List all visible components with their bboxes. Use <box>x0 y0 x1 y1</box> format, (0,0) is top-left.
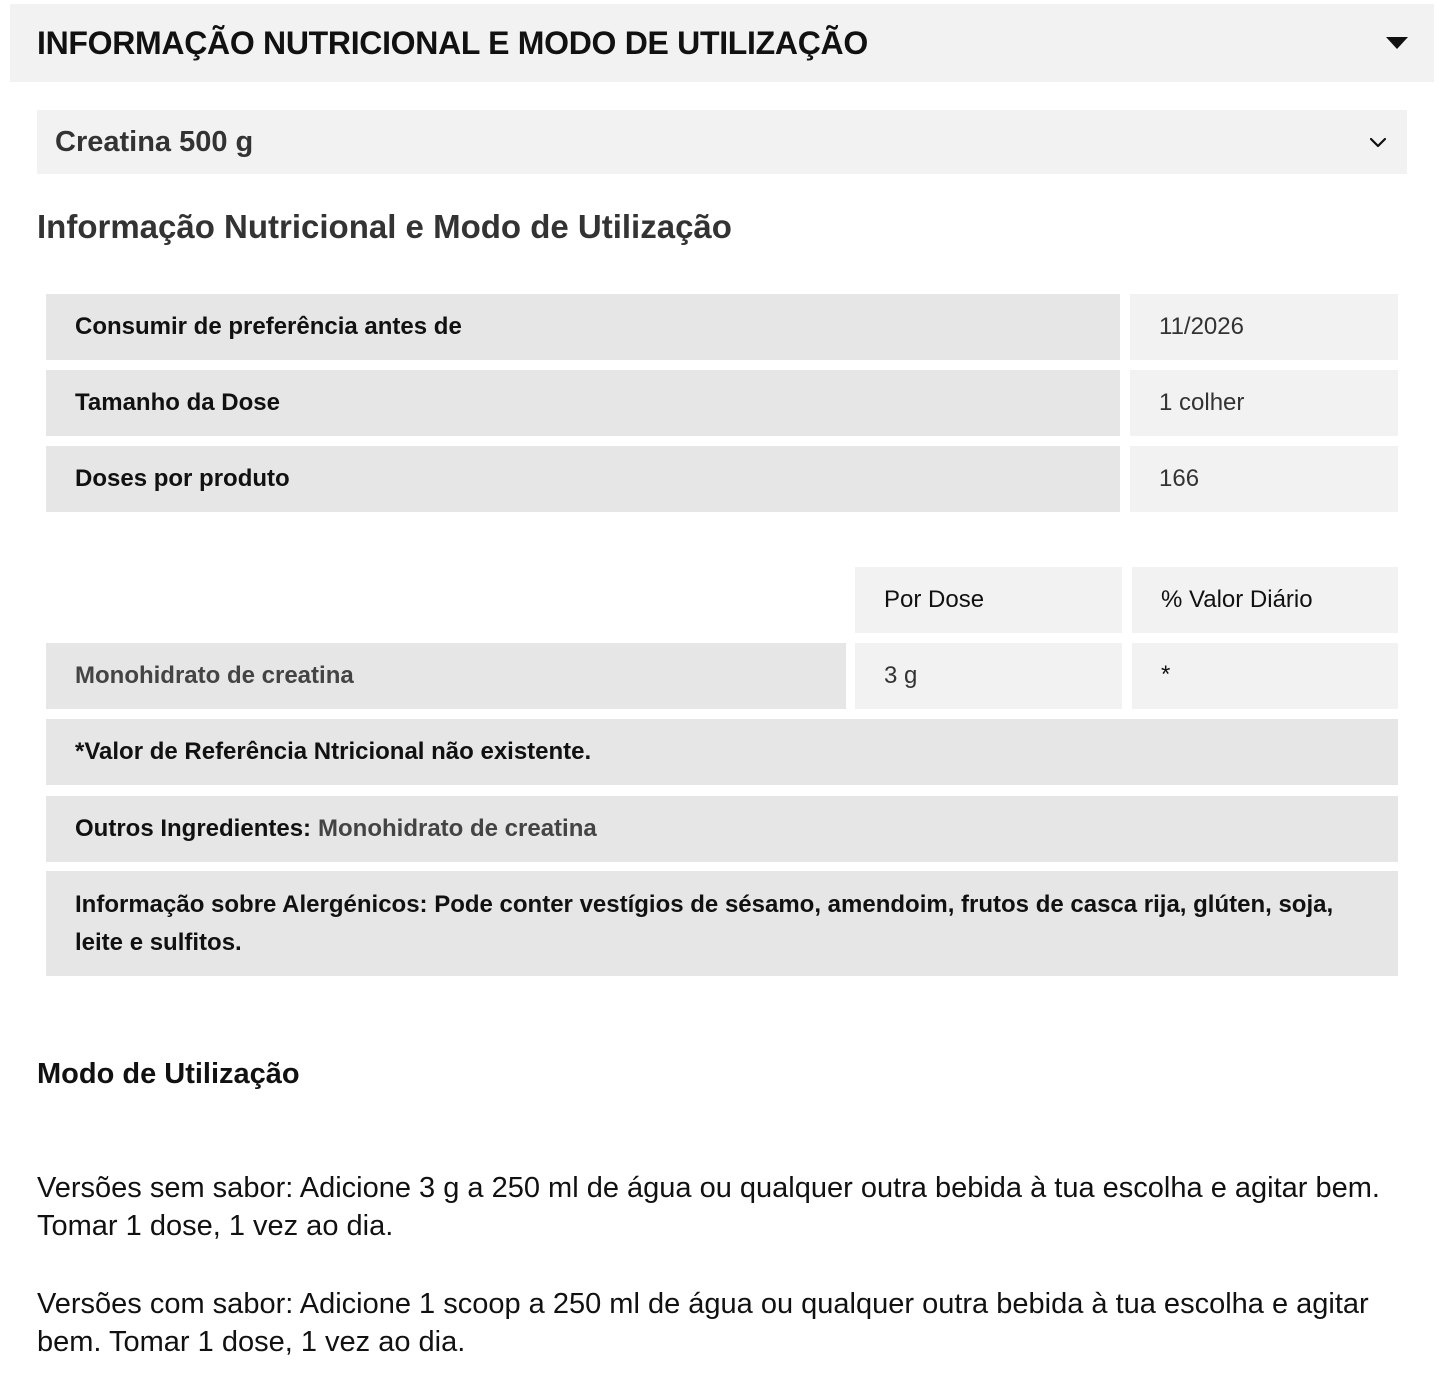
nutrient-per-dose: 3 g <box>855 643 1122 709</box>
allergen-info <box>46 871 1398 976</box>
header-per-dose: Por Dose <box>855 567 1122 633</box>
summary-value-doses: 166 <box>1130 446 1398 512</box>
other-ingredients-row <box>46 796 1398 862</box>
allergen-text: Informação sobre Alergénicos: Pode conter vestígios de sésamo, amendoim, frutos de casca rija, glúten, soja, leite e sulfitos. <box>75 890 1334 956</box>
summary-value-dose-size: 1 colher <box>1130 370 1398 436</box>
summary-label-doses: Doses por produto <box>46 446 1120 512</box>
other-ingredients-label: Outros Ingredientes: <box>75 815 312 842</box>
header-daily-value: % Valor Diário <box>1132 567 1398 633</box>
nutrition-accordion-header[interactable] <box>10 4 1434 82</box>
usage-paragraph-unflavored: Versões sem sabor: Adicione 3 g a 250 ml de água ou qualquer outra bebida à tua escolha e agitar bem. Tomar 1 dose, 1 vez ao dia. <box>37 1172 1380 1242</box>
usage-paragraph-flavored: Versões com sabor: Adicione 1 scoop a 250 ml de água ou qualquer outra bebida à tua escolha e agitar bem. Tomar 1 dose, 1 vez ao dia. <box>37 1288 1369 1358</box>
product-variant-select[interactable] <box>37 110 1407 174</box>
nutrient-name: Monohidrato de creatina <box>46 643 846 709</box>
other-ingredients-value: Monohidrato de creatina <box>318 815 597 842</box>
accordion-title: INFORMAÇÃO NUTRICIONAL E MODO DE UTILIZAÇÃO <box>37 24 868 61</box>
summary-label-dose-size: Tamanho da Dose <box>46 370 1120 436</box>
summary-value-best-before: 11/2026 <box>1130 294 1398 360</box>
usage-title: Modo de Utilização <box>37 1058 300 1090</box>
reference-footnote: *Valor de Referência Ntricional não existente. <box>46 719 1398 785</box>
nutrient-daily-value: * <box>1132 643 1398 709</box>
summary-label-best-before: Consumir de preferência antes de <box>46 294 1120 360</box>
selected-variant: Creatina 500 g <box>55 125 254 158</box>
chevron-down-icon[interactable] <box>1367 131 1389 153</box>
section-title: Informação Nutricional e Modo de Utilização <box>37 208 732 245</box>
triangle-down-icon[interactable] <box>1386 37 1408 49</box>
